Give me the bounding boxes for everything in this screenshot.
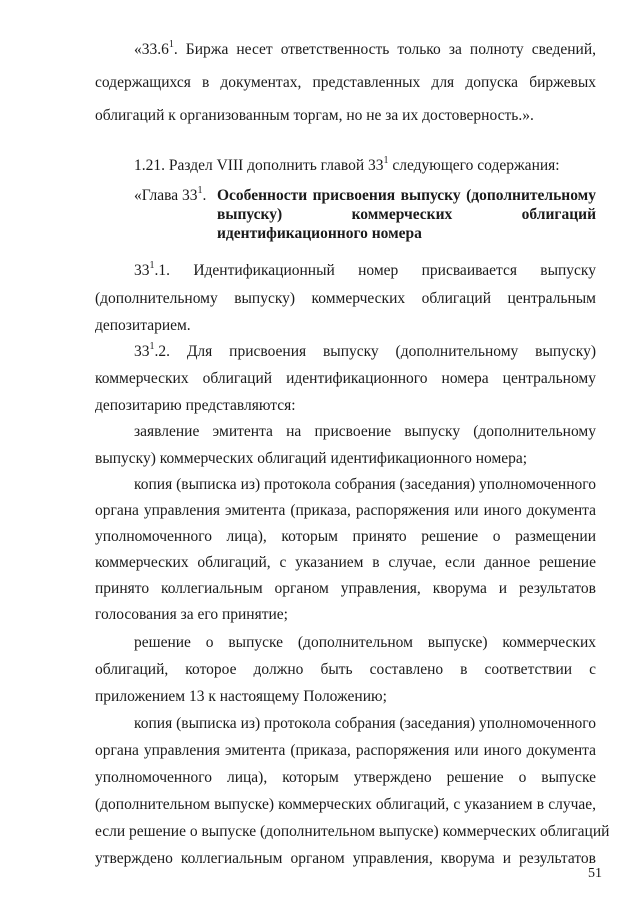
text-line	[95, 396, 596, 416]
text-run: 33	[134, 262, 150, 279]
text-run: депозитарию представляются:	[95, 397, 296, 414]
text-run: голосования за его принятие;	[95, 606, 288, 623]
superscript: 1	[149, 340, 155, 352]
text-run: .1. Идентификационный номер присваивается выпуску	[154, 262, 596, 279]
text-run: уполномоченного лица), которым утверждено решение о выпуске	[95, 769, 596, 786]
text-run: (дополнительном выпуске) коммерческих облигаций, с указанием в случае,	[95, 796, 596, 813]
text-line	[95, 369, 596, 389]
text-line	[134, 422, 596, 442]
text-run: органа управления эмитента (приказа, распоряжения или иного документа	[95, 742, 596, 759]
text-run: депозитарием.	[95, 317, 191, 334]
text-line	[95, 579, 596, 599]
text-run: «33.6	[134, 41, 169, 58]
superscript: 1	[197, 184, 203, 196]
text-line	[95, 501, 596, 521]
text-run: приложением 13 к настоящему Положению;	[95, 688, 387, 705]
text-run: . Биржа несет ответственность только за полноту сведений,	[173, 41, 596, 58]
text-run: облигаций, которое должно быть составлено в соответствии с	[95, 661, 596, 678]
text-line	[134, 342, 596, 362]
text-run: 1.21. Раздел VIII дополнить главой 33	[134, 157, 384, 174]
text-line	[95, 849, 596, 869]
text-line	[95, 660, 596, 680]
text-line	[95, 768, 596, 788]
text-line	[134, 475, 596, 495]
text-line	[134, 186, 209, 206]
superscript: 1	[149, 259, 155, 271]
text-line	[95, 449, 596, 469]
text-run: следующего содержания:	[388, 157, 560, 174]
text-run: идентификационного номера	[217, 225, 422, 242]
text-run: 33	[134, 343, 150, 360]
text-line	[95, 106, 596, 126]
text-run: утверждено коллегиальным органом управления, кворума и результатов	[95, 850, 596, 867]
text-run: (дополнительному выпуску) коммерческих облигаций центральным	[95, 290, 596, 307]
text-run: коммерческих облигаций, с указанием в случае, если данное решение	[95, 554, 596, 571]
text-run: если решение о выпуске (дополнительном выпуске) коммерческих облигаций	[95, 823, 610, 840]
text-line	[134, 714, 596, 734]
text-run: принято коллегиальным органом управления, кворума и результатов	[95, 580, 596, 597]
text-run: органа управления эмитента (приказа, распоряжения или иного документа	[95, 502, 596, 519]
text-run: содержащихся в документах, представленных для допуска биржевых	[95, 74, 596, 91]
text-line	[95, 553, 596, 573]
text-run: .	[202, 187, 207, 204]
text-line	[134, 40, 596, 60]
text-line	[95, 73, 596, 93]
text-line	[95, 741, 596, 761]
text-line	[217, 186, 596, 206]
text-line	[95, 289, 596, 309]
text-run: коммерческих облигаций идентификационного номера центральному	[95, 370, 596, 387]
text-line	[95, 822, 610, 842]
text-line	[134, 633, 596, 653]
text-line	[95, 527, 596, 547]
text-line	[95, 316, 596, 336]
text-run: копия (выписка из) протокола собрания (заседания) уполномоченного	[134, 476, 596, 493]
text-run: решение о выпуске (дополнительном выпуске) коммерческих	[134, 634, 596, 651]
text-line	[95, 605, 596, 625]
text-line	[134, 156, 596, 176]
text-run: Особенности присвоения выпуску (дополнительному	[217, 187, 596, 204]
text-run: выпуску) коммерческих облигаций	[217, 206, 596, 223]
text-run: .2. Для присвоения выпуску (дополнительному выпуску)	[154, 343, 596, 360]
text-run: копия (выписка из) протокола собрания (заседания) уполномоченного	[134, 715, 596, 732]
text-run: облигаций к организованным торгам, но не за их достоверность.».	[95, 107, 534, 124]
text-run: уполномоченного лица), которым принято решение о размещении	[95, 528, 596, 545]
text-line	[217, 224, 596, 244]
page-number: 51	[588, 866, 602, 881]
text-run: заявление эмитента на присвоение выпуску (дополнительному	[134, 423, 596, 440]
text-line	[95, 795, 596, 815]
superscript: 1	[168, 38, 174, 50]
text-line	[95, 687, 596, 707]
text-run: выпуску) коммерческих облигаций идентификационного номера;	[95, 450, 528, 467]
text-line	[134, 261, 596, 281]
text-line	[217, 205, 596, 225]
superscript: 1	[383, 154, 389, 166]
text-run: «Глава 33	[134, 187, 198, 204]
